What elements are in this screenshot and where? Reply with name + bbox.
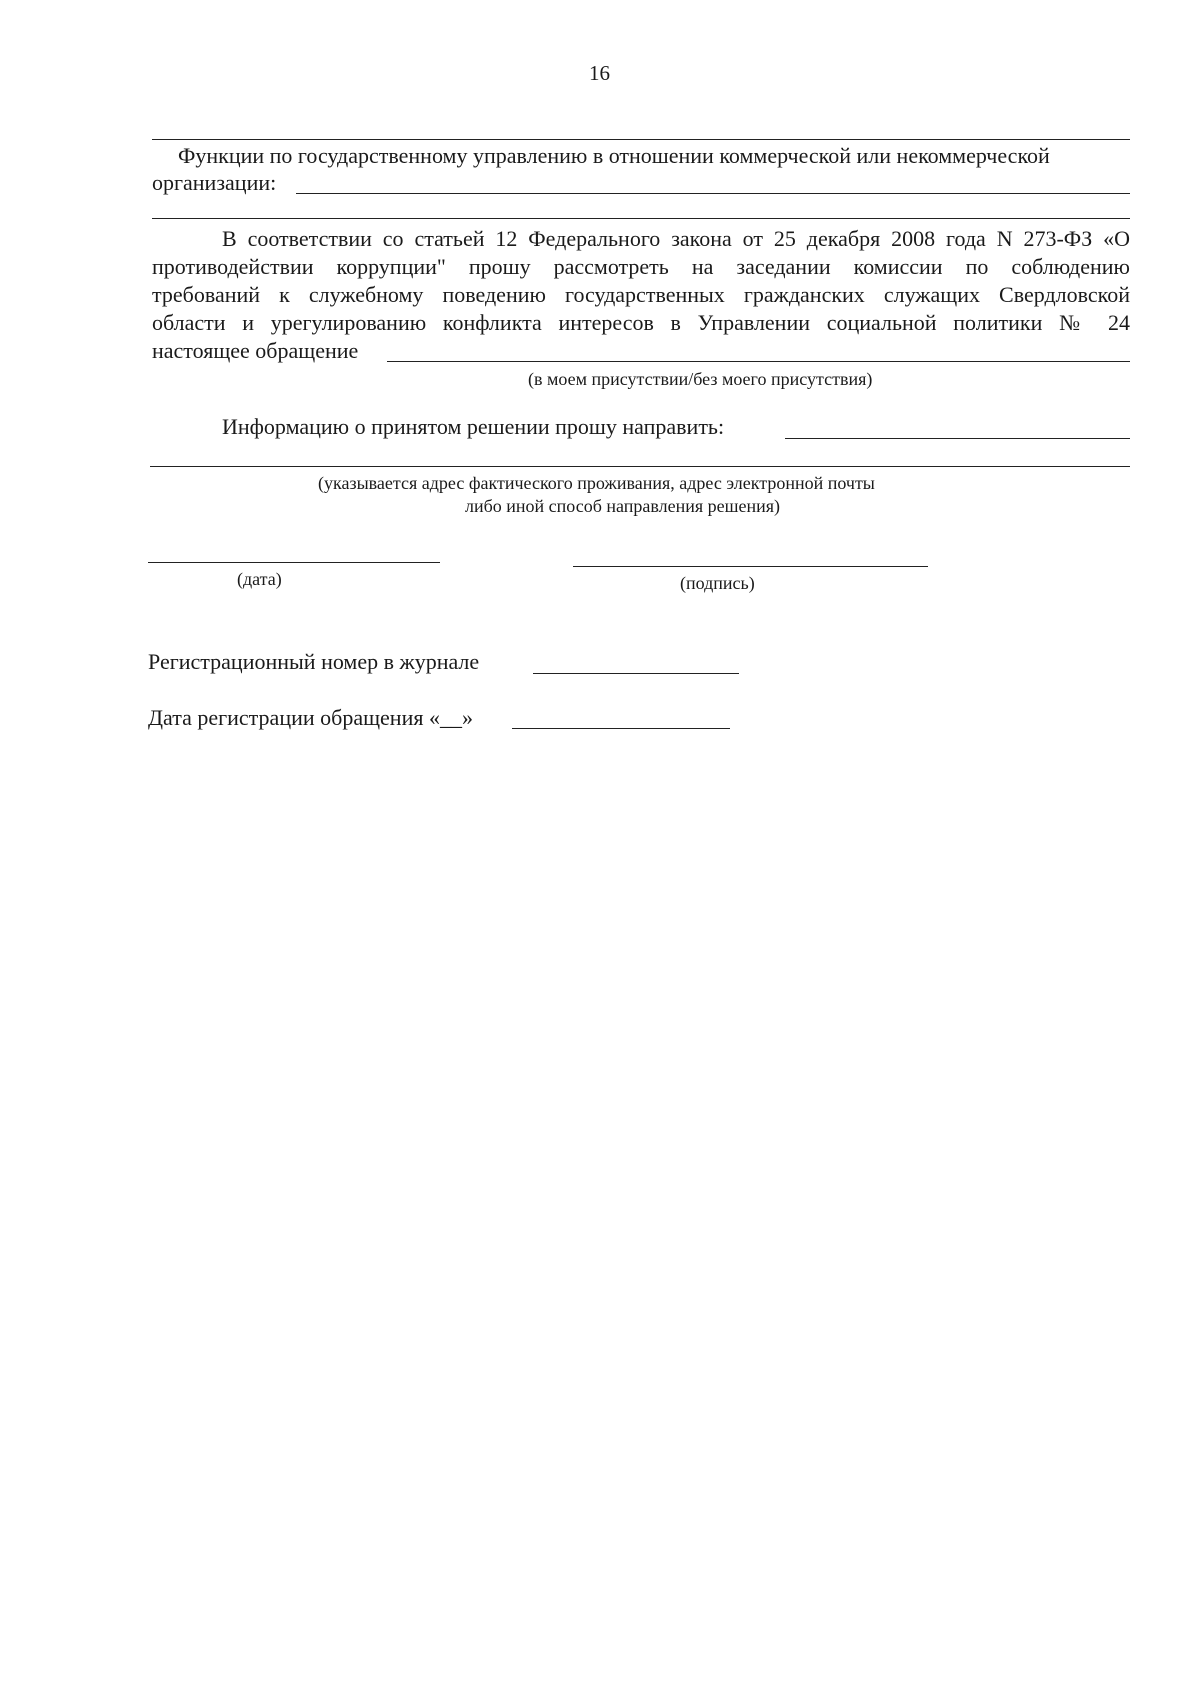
- functions-rule-2[interactable]: [152, 218, 1130, 219]
- registration-number-line[interactable]: [533, 673, 739, 674]
- presence-fill-line[interactable]: [387, 361, 1130, 362]
- page-number: 16: [589, 61, 610, 85]
- info-hint-line-2: либо иной способ направления решения): [465, 496, 781, 516]
- request-line-1: В соответствии со статьей 12 Федерального закона от 25 декабря 2008 года N 273-ФЗ «О: [222, 226, 1130, 251]
- signature-line[interactable]: [573, 566, 928, 567]
- request-line-3: требований к служебному поведению государственных гражданских служащих Свердловской: [152, 282, 1130, 307]
- request-line-2: противодействии коррупции" прошу рассмотреть на заседании комиссии по соблюдению: [152, 254, 1130, 279]
- info-label: Информацию о принятом решении прошу направить:: [222, 414, 725, 439]
- functions-line-2: организации:: [152, 170, 277, 195]
- info-fill-line[interactable]: [785, 438, 1130, 439]
- presence-hint: (в моем присутствии/без моего присутствия): [528, 369, 873, 389]
- info-hint-line-1: (указывается адрес фактического проживания, адрес электронной почты: [318, 473, 875, 493]
- info-rule-2[interactable]: [150, 466, 1130, 467]
- registration-date-line[interactable]: [512, 728, 730, 729]
- request-line-5: настоящее обращение: [152, 338, 359, 363]
- request-line-4: области и урегулированию конфликта интересов в Управлении социальной политики № 24: [152, 310, 1130, 335]
- signature-label: (подпись): [680, 573, 755, 593]
- registration-date-label: Дата регистрации обращения «__»: [148, 705, 473, 730]
- top-rule: [152, 139, 1130, 140]
- date-line[interactable]: [148, 562, 440, 563]
- registration-number-label: Регистрационный номер в журнале: [148, 649, 480, 674]
- date-label: (дата): [237, 569, 282, 589]
- functions-fill-line[interactable]: [296, 193, 1130, 194]
- functions-line-1: Функции по государственному управлению в отношении коммерческой или некоммерческой: [178, 143, 1050, 168]
